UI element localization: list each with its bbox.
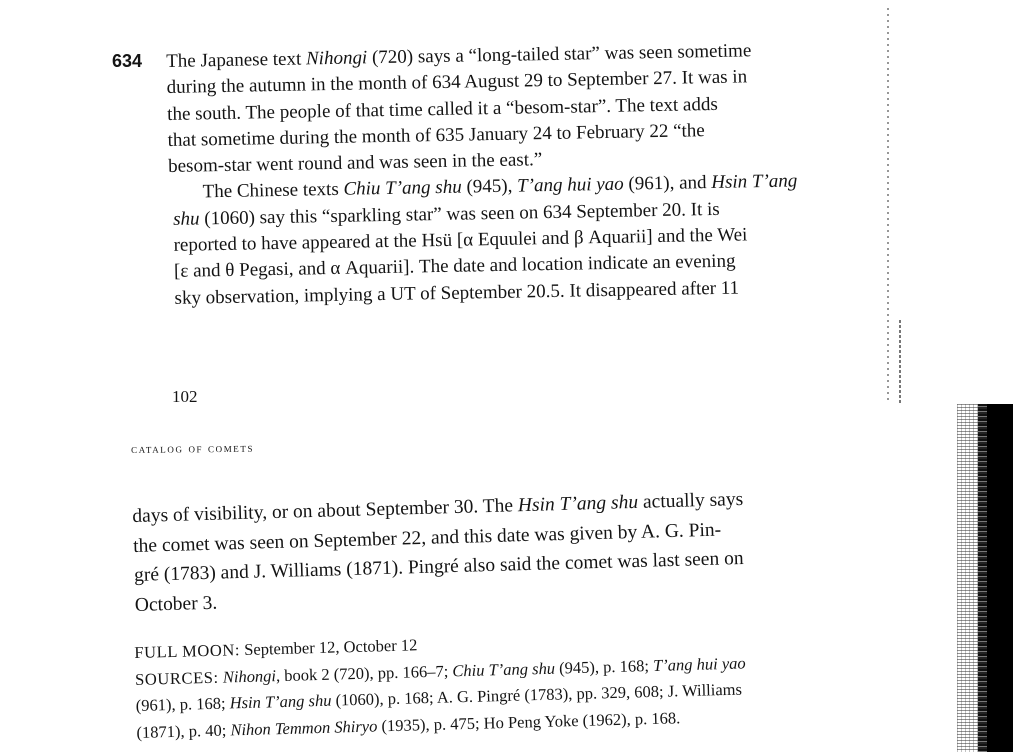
- scan-edge-shadow: [987, 404, 1013, 752]
- full-moon-dates: September 12, October 12: [239, 635, 418, 660]
- text-run: (961), and: [623, 172, 712, 196]
- italic-title: Hsin T’ang shu: [517, 491, 639, 517]
- text-run: the comet was seen on September 22, and this date was given by A. G. Pin-: [132, 519, 722, 557]
- text-run: (945), p. 168;: [554, 655, 654, 678]
- continuation-body: [132, 482, 835, 619]
- italic-title: Nihon Temmon Shiryo: [230, 715, 378, 739]
- sources-label: SOURCES:: [134, 667, 219, 689]
- italic-title: shu: [172, 208, 200, 230]
- italic-title: Hsin T’ang shu: [229, 690, 332, 713]
- text-run: gré (1783) and J. Williams (1871). Pingré also said the comet was last seen on: [133, 547, 744, 586]
- text-run: The Japanese text: [166, 48, 307, 72]
- text-run: reported to have appeared at the Hsü [α Equulei and β Aquarii] and the Wei: [173, 224, 748, 256]
- text-run: besom-star went round and was seen in the east.”: [167, 149, 543, 178]
- entry-number: 634: [112, 51, 143, 71]
- text-run: (1935), p. 475; Ho Peng Yoke (1962), p. 168.: [377, 707, 681, 735]
- text-run: that sometime during the month of 635 January 24 to February 22 “the: [167, 120, 705, 151]
- text-run: the south. The people of that time called it a “besom-star”. The text adds: [167, 93, 718, 125]
- italic-title: T’ang hui yao: [516, 174, 624, 198]
- italic-title: Chiu T’ang shu: [343, 177, 462, 201]
- running-head: catalog of comets: [131, 439, 255, 456]
- text-run: (945),: [461, 176, 518, 199]
- italic-title: Nihongi: [222, 665, 277, 687]
- scan-spine-artifact: [899, 320, 901, 404]
- page-number: 102: [172, 387, 198, 406]
- text-run: [ε and θ Pegasi, and α Aquarii]. The date and location indicate an evening: [173, 250, 736, 283]
- italic-title: Chiu T’ang shu: [452, 658, 556, 680]
- italic-title: Nihongi: [305, 47, 368, 70]
- text-run: October 3.: [134, 592, 218, 616]
- text-run: during the autumn in the month of 634 August 29 to September 27. It was in: [166, 66, 748, 99]
- text-run: actually says: [637, 488, 744, 513]
- entry-paragraph-2: [172, 168, 846, 312]
- text-run: (1060), p. 168; A. G. Pingré (1783), pp. 329, 608; J. Williams: [331, 679, 743, 710]
- text-run: (720) says a “long-tailed star” was seen sometime: [367, 40, 752, 69]
- scan-spine-artifact: [887, 8, 889, 404]
- full-moon-label: FULL MOON:: [134, 640, 241, 662]
- text-run: days of visibility, or on about September 30. The: [132, 495, 519, 527]
- italic-title: Hsin T’ang: [711, 170, 798, 194]
- text-run: (1871), p. 40;: [136, 719, 231, 742]
- text-run: (1060) say this “sparkling star” was seen on 634 September 20. It is: [199, 198, 720, 230]
- entry-body: [166, 37, 847, 312]
- text-run: The Chinese texts: [202, 179, 344, 203]
- text-run: , book 2 (720), pp. 166–7;: [275, 660, 453, 685]
- text-run: sky observation, implying a UT of September 20.5. It disappeared after 11: [174, 277, 740, 309]
- italic-title: T’ang hui yao: [652, 652, 746, 675]
- text-run: (961), p. 168;: [135, 693, 230, 715]
- entry-notes: [134, 621, 837, 746]
